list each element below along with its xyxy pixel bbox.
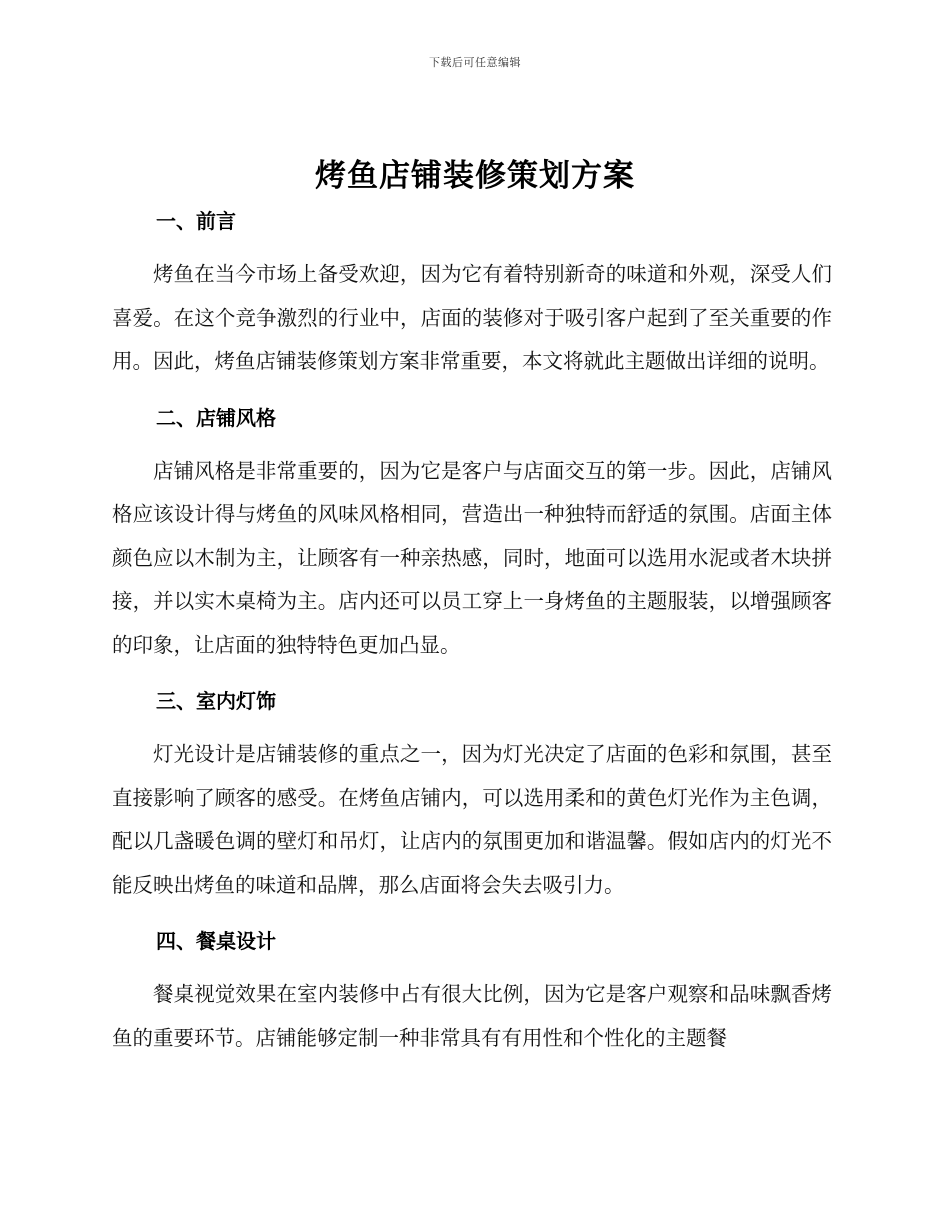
section-paragraph: 餐桌视觉效果在室内装修中占有很大比例，因为它是客户观察和品味飘香烤鱼的重要环节。店铺能够定制一种非常具有有用性和个性化的主题餐 <box>112 982 832 1050</box>
section-heading: 三、室内灯饰 <box>156 689 276 713</box>
section-paragraph: 烤鱼在当今市场上备受欢迎，因为它有着特别新奇的味道和外观，深受人们喜爱。在这个竞争激烈的行业中，店面的装修对于吸引客户起到了至关重要的作用。因此，烤鱼店铺装修策划方案非常重要，本文将就此主题做出详细的说明。 <box>112 262 832 373</box>
section-preface <box>112 204 832 384</box>
section-heading: 四、餐桌设计 <box>156 929 276 953</box>
document-title: 烤鱼店铺装修策划方案 <box>315 158 635 194</box>
section-heading: 一、前言 <box>156 209 236 233</box>
document-body <box>112 204 832 1077</box>
section-paragraph: 店铺风格是非常重要的，因为它是客户与店面交互的第一步。因此，店铺风格应该设计得与烤鱼的风味风格相同，营造出一种独特而舒适的氛围。店面主体颜色应以木制为主，让顾客有一种亲热感，同时，地面可以选用水泥或者木块拼接，并以实木桌椅为主。店内还可以员工穿上一身烤鱼的主题服装，以增强顾客的印象，让店面的独特特色更加凸显。 <box>112 458 832 657</box>
section-indoor-lighting <box>112 684 832 907</box>
section-heading: 二、店铺风格 <box>156 405 276 430</box>
section-table-design <box>112 924 832 1060</box>
section-paragraph: 灯光设计是店铺装修的重点之一，因为灯光决定了店面的色彩和氛围，甚至直接影响了顾客的感受。在烤鱼店铺内，可以选用柔和的黄色灯光作为主色调，配以几盏暖色调的壁灯和吊灯，让店内的氛围更加和谐温馨。假如店内的灯光不能反映出烤鱼的味道和品牌，那么店面将会失去吸引力。 <box>112 742 832 897</box>
page-header: 下载后可任意编辑 <box>429 56 521 69</box>
section-store-style <box>112 401 832 668</box>
